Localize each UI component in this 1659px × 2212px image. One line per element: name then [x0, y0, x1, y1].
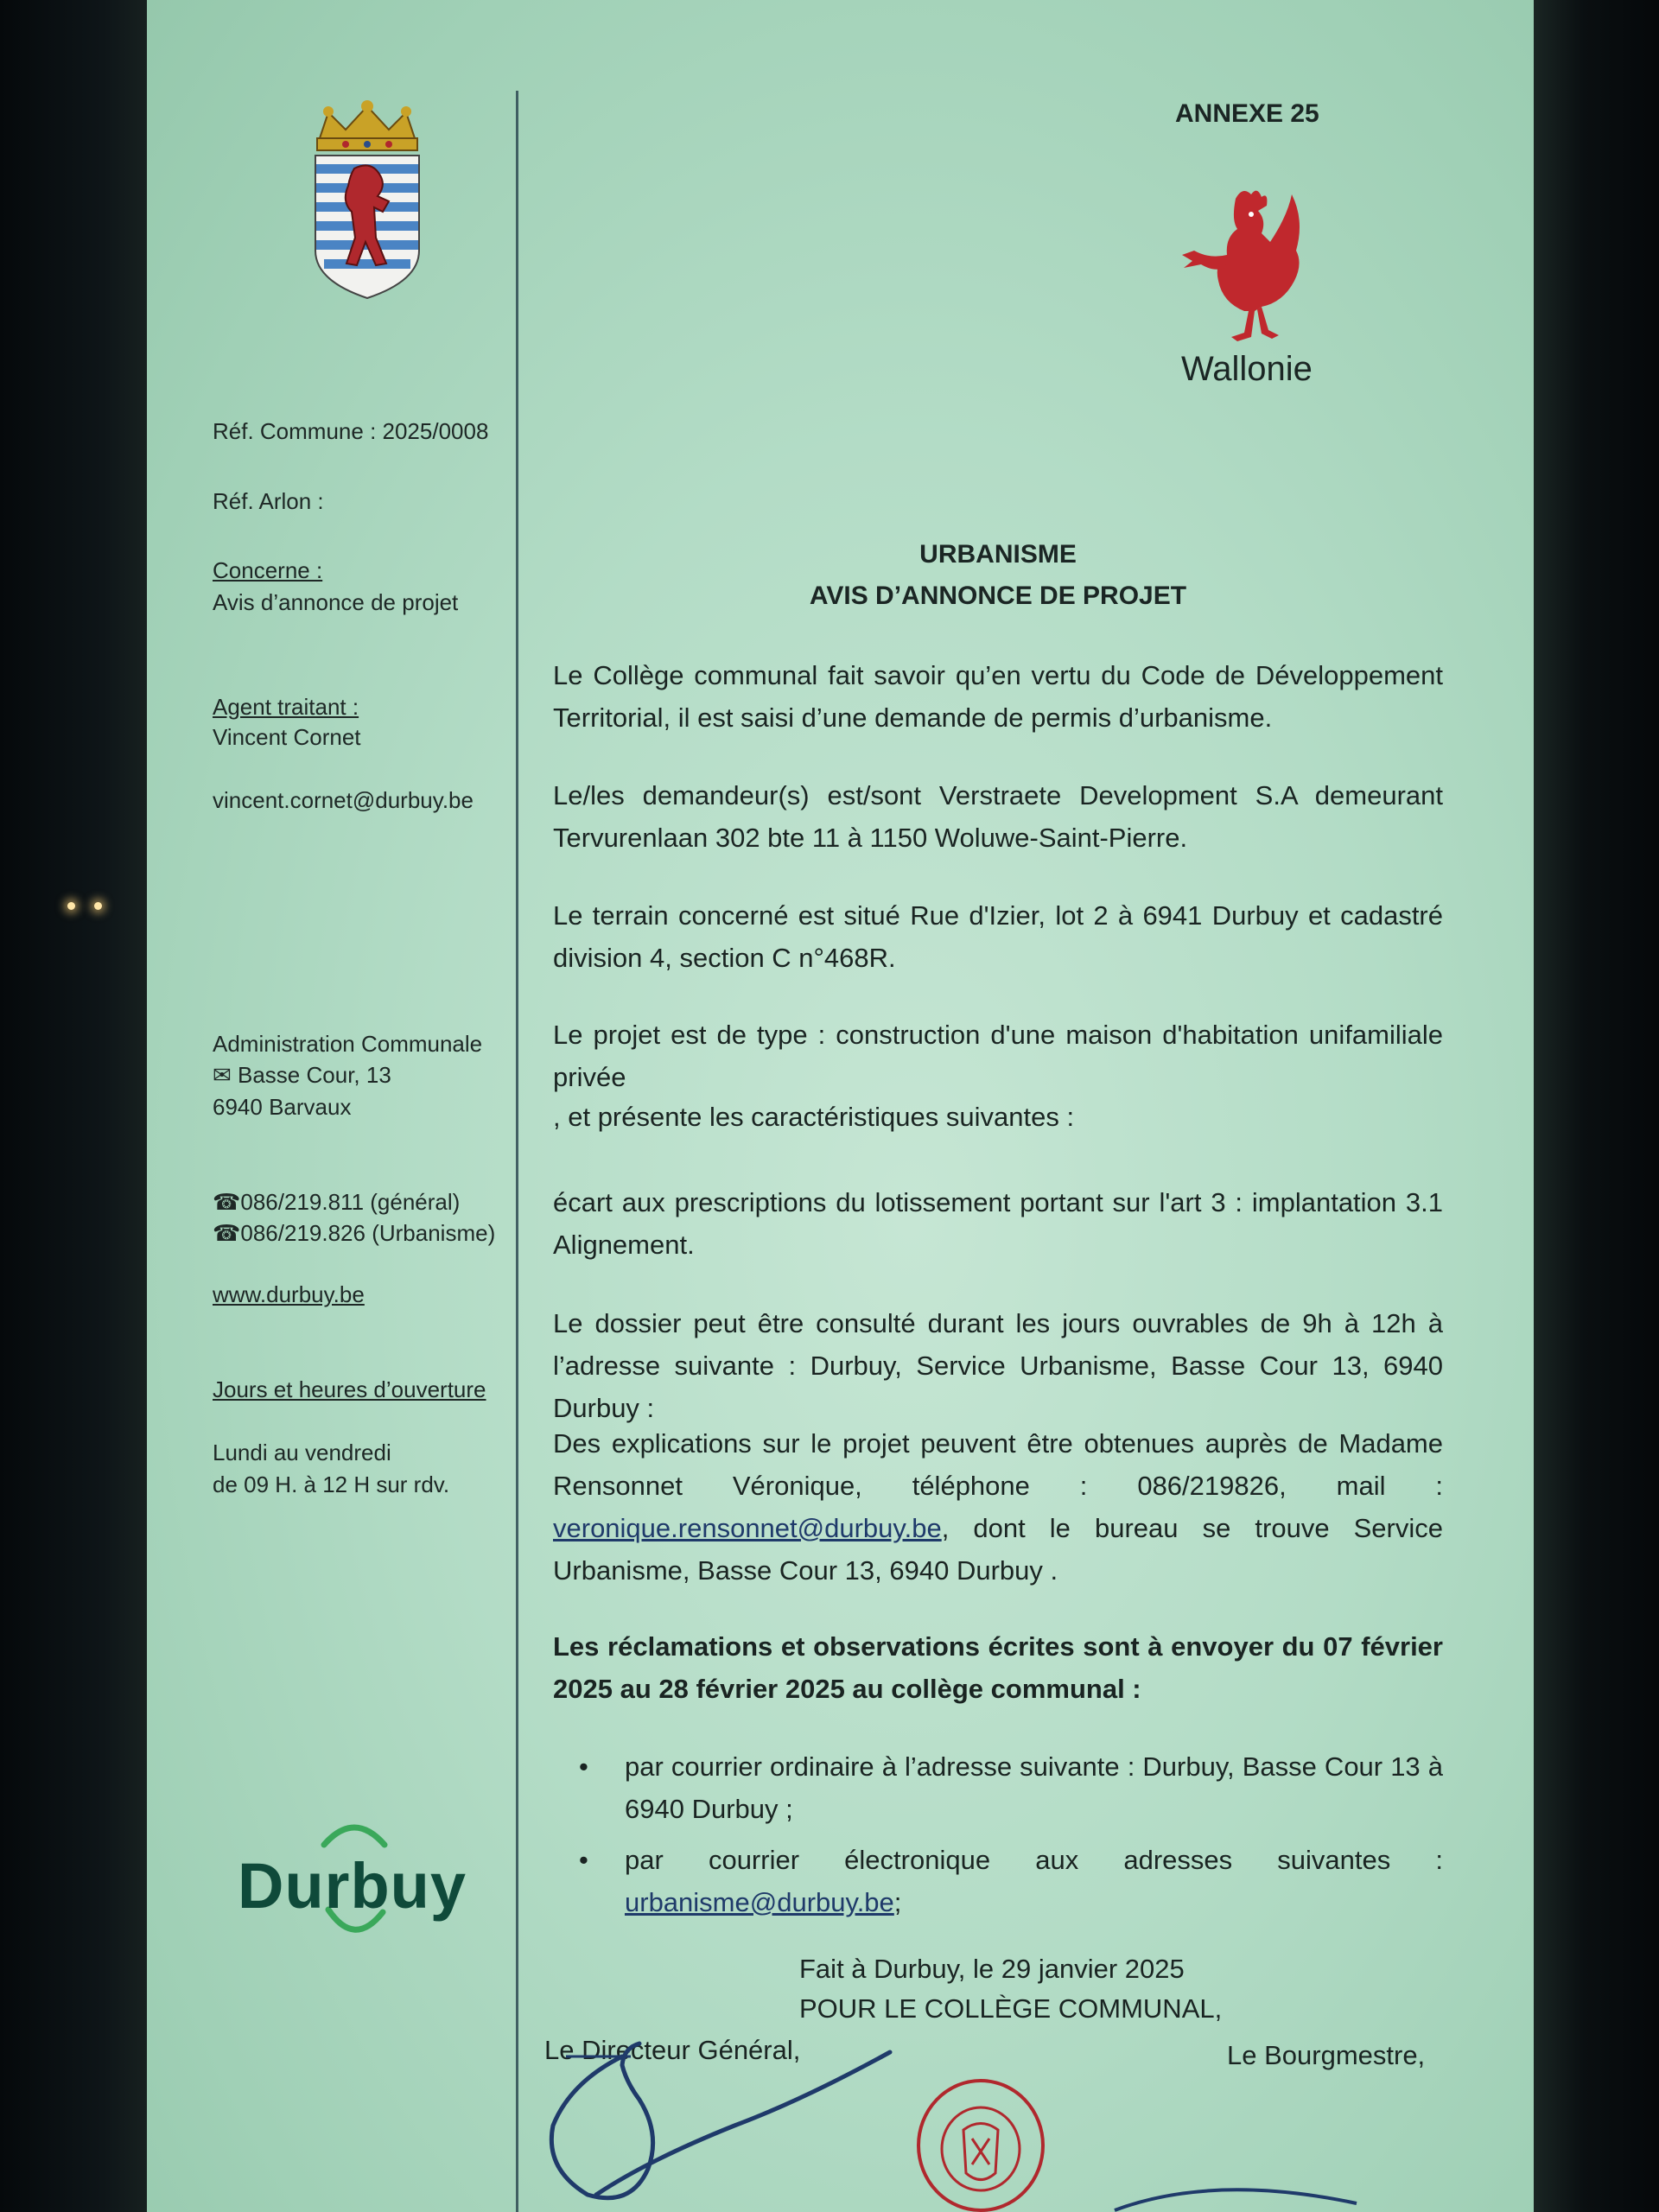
durbuy-logo-text: Durbuy	[238, 1850, 467, 1922]
hours-days: Lundi au vendredi	[213, 1440, 391, 1465]
list-item-postal: • par courrier ordinaire à l’adresse suivante : Durbuy, Basse Cour 13 à 6940 Durbuy ;	[579, 1745, 1443, 1830]
display-frame-left	[0, 0, 147, 2212]
paragraph-characteristics: , et présente les caractéristiques suivantes :	[553, 1102, 1075, 1132]
paragraph-deviation: écart aux prescriptions du lotissement portant sur l'art 3 : implantation 3.1 Alignement.	[553, 1187, 1443, 1260]
region-name: Wallonie	[1181, 350, 1313, 388]
concerne-label: Concerne :	[213, 557, 323, 583]
agent-label: Agent traitant :	[213, 694, 359, 720]
commune-seal-icon	[916, 2069, 1046, 2212]
phone-general: ☎086/219.811 (général)	[213, 1189, 461, 1215]
contact-email-link[interactable]: veronique.rensonnet@durbuy.be	[553, 1513, 942, 1543]
phone-urbanisme: ☎086/219.826 (Urbanisme)	[213, 1220, 496, 1246]
mayor-signature-icon	[1110, 2177, 1361, 2212]
urbanisme-email-link[interactable]: urbanisme@durbuy.be	[625, 1887, 894, 1917]
paragraph-applicant: Le/les demandeur(s) est/sont Verstraete Development S.A demeurant Tervurenlaan 302 bte 11 à 1150 Woluwe-Saint-Pierre.	[553, 780, 1443, 853]
wallonia-rooster-icon	[1175, 181, 1305, 346]
ref-commune: Réf. Commune : 2025/0008	[213, 418, 489, 444]
column-divider	[516, 91, 518, 2212]
list-item-email	[579, 1839, 1443, 1923]
durbuy-logo	[238, 1810, 471, 1957]
agent-name: Vincent Cornet	[213, 724, 361, 750]
annex-number: ANNEXE 25	[1175, 99, 1319, 128]
website-link[interactable]: www.durbuy.be	[213, 1281, 365, 1307]
place-date: Fait à Durbuy, le 29 janvier 2025	[799, 1954, 1185, 1984]
concerne-value: Avis d’annonce de projet	[213, 589, 459, 615]
durbuy-coat-of-arms-icon	[307, 99, 428, 302]
agent-email[interactable]: vincent.cornet@durbuy.be	[213, 787, 474, 813]
paragraph-contact	[553, 1422, 1443, 1592]
paragraph-project-type: Le projet est de type : construction d'une maison d'habitation unifamiliale privée	[553, 1020, 1443, 1092]
paragraph-intro: Le Collège communal fait savoir qu’en vertu du Code de Développement Territorial, il est saisi d’une demande de permis d’urbanisme.	[553, 660, 1443, 733]
for-college: POUR LE COLLÈGE COMMUNAL,	[799, 1993, 1223, 2024]
admin-city: 6940 Barvaux	[213, 1094, 352, 1120]
paragraph-consultation: Le dossier peut être consulté durant les jours ouvrables de 9h à 12h à l’adresse suivante : Durbuy, Service Urbanisme, Basse Cour 13, 6940 Durbuy :	[553, 1308, 1443, 1423]
paragraph-land: Le terrain concerné est situé Rue d'Izier, lot 2 à 6941 Durbuy et cadastré division 4, section C n°468R.	[553, 900, 1443, 973]
background-lights	[67, 899, 121, 914]
mayor-title: Le Bourgmestre,	[1227, 2040, 1426, 2070]
contact-text: Des explications sur le projet peuvent être obtenues auprès de Madame Rensonnet Véronique, téléphone : 086/219826, mail :	[553, 1428, 1443, 1501]
display-frame-right	[1534, 0, 1659, 2212]
paragraph-claims: Les réclamations et observations écrites sont à envoyer du 07 février 2025 au 28 février 2025 au collège communal :	[553, 1631, 1443, 1704]
email-method-text: par courrier électronique aux adresses suivantes :	[625, 1845, 1443, 1875]
email-method-suffix: ;	[893, 1887, 902, 1917]
submission-methods-list	[579, 1745, 1443, 1932]
notice-title-line2: AVIS D’ANNONCE DE PROJET	[809, 582, 1187, 610]
notice-sheet	[147, 0, 1534, 2212]
admin-name: Administration Communale	[213, 1031, 483, 1057]
notice-title-line1: URBANISME	[919, 540, 1077, 569]
director-title: Le Directeur Général,	[544, 2035, 801, 2065]
contact-office-text: , dont le bureau se trouve Service Urbanisme, Basse Cour 13, 6940 Durbuy .	[553, 1513, 1443, 1586]
hours-times: de 09 H. à 12 H sur rdv.	[213, 1471, 450, 1497]
admin-street: ✉ Basse Cour, 13	[213, 1062, 391, 1088]
ref-arlon: Réf. Arlon :	[213, 488, 324, 514]
hours-label: Jours et heures d’ouverture	[213, 1376, 486, 1402]
